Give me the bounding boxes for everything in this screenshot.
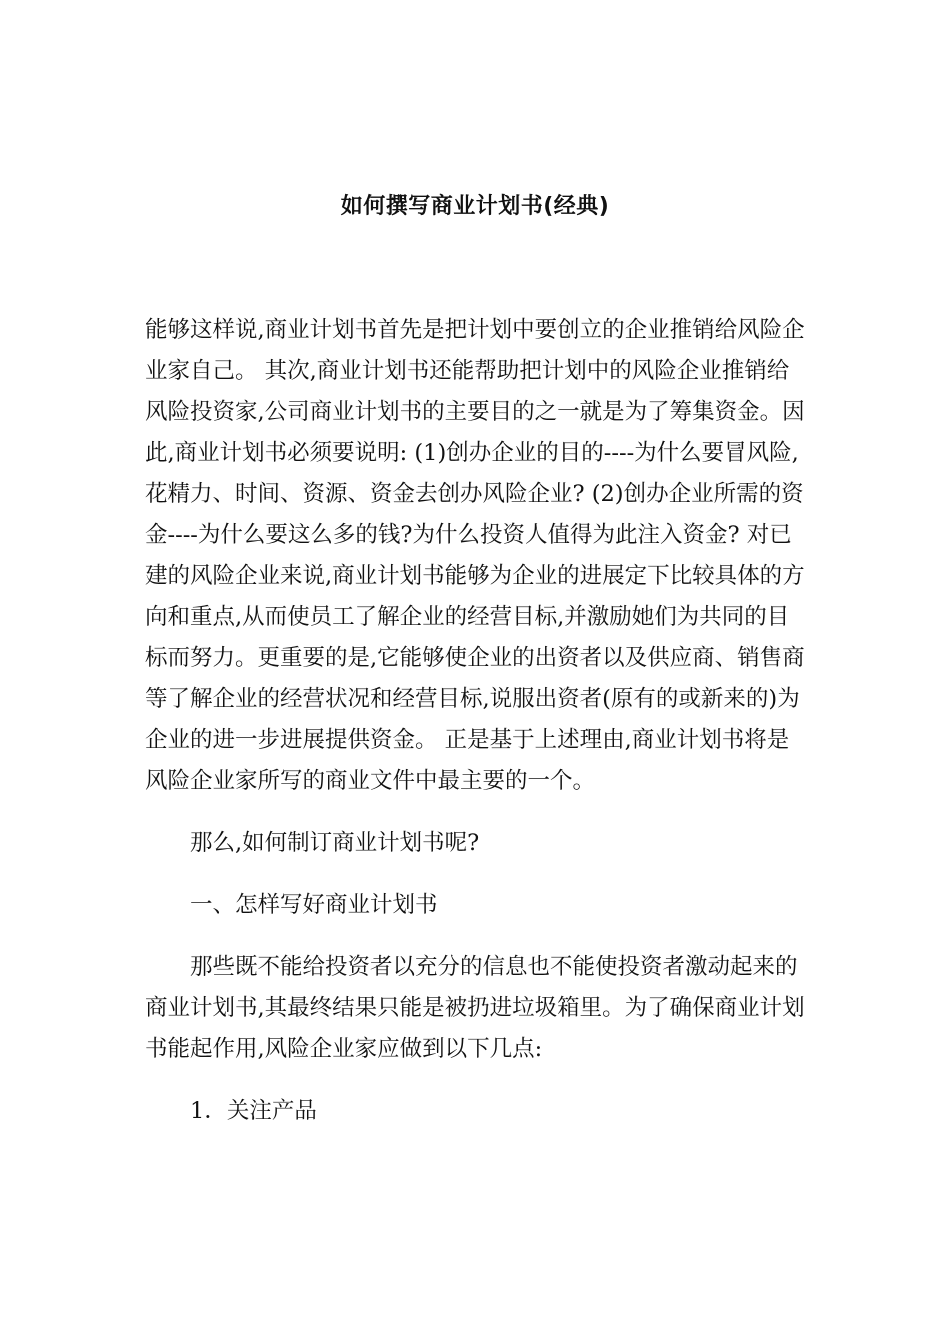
section-heading-1: 一、怎样写好商业计划书 — [190, 892, 438, 918]
document-body — [145, 310, 805, 1132]
paragraph-intro: 能够这样说,商业计划书首先是把计划中要创立的企业推销给风险企业家自己。 其次,商业计划书还能帮助把计划中的风险企业推销给风险投资家,公司商业计划书的主要目的之一就是为了筹集资金。因此,商业计划书必须要说明: (1)创办企业的目的----为什么要冒风险,花精力、时间、资源、资金去创办风险企业? (2)创办企业所需的资金----为什么要这么多的钱?为什么投资人值得为此注入资金? 对已建的风险企业来说,商业计划书能够为企业的进展定下比较具体的方向和重点,从而使员工了解企业的经营目标,并激励她们为共同的目标而努力。更重要的是,它能够使企业的出资者以及供应商、销售商等了解企业的经营状况和经营目标,说服出资者(原有的或新来的)为企业的进一步进展提供资金。 正是基于上述理由,商业计划书将是风险企业家所写的商业文件中最主要的一个。 — [145, 317, 805, 794]
document-title: 如何撰写商业计划书(经典) — [340, 194, 610, 219]
paragraph-question: 那么,如何制订商业计划书呢? — [190, 830, 480, 856]
subsection-heading-1: 1．关注产品 — [190, 1098, 317, 1124]
paragraph-section-1: 那些既不能给投资者以充分的信息也不能使投资者激动起来的商业计划书,其最终结果只能是被扔进垃圾箱里。为了确保商业计划书能起作用,风险企业家应做到以下几点: — [145, 954, 805, 1062]
